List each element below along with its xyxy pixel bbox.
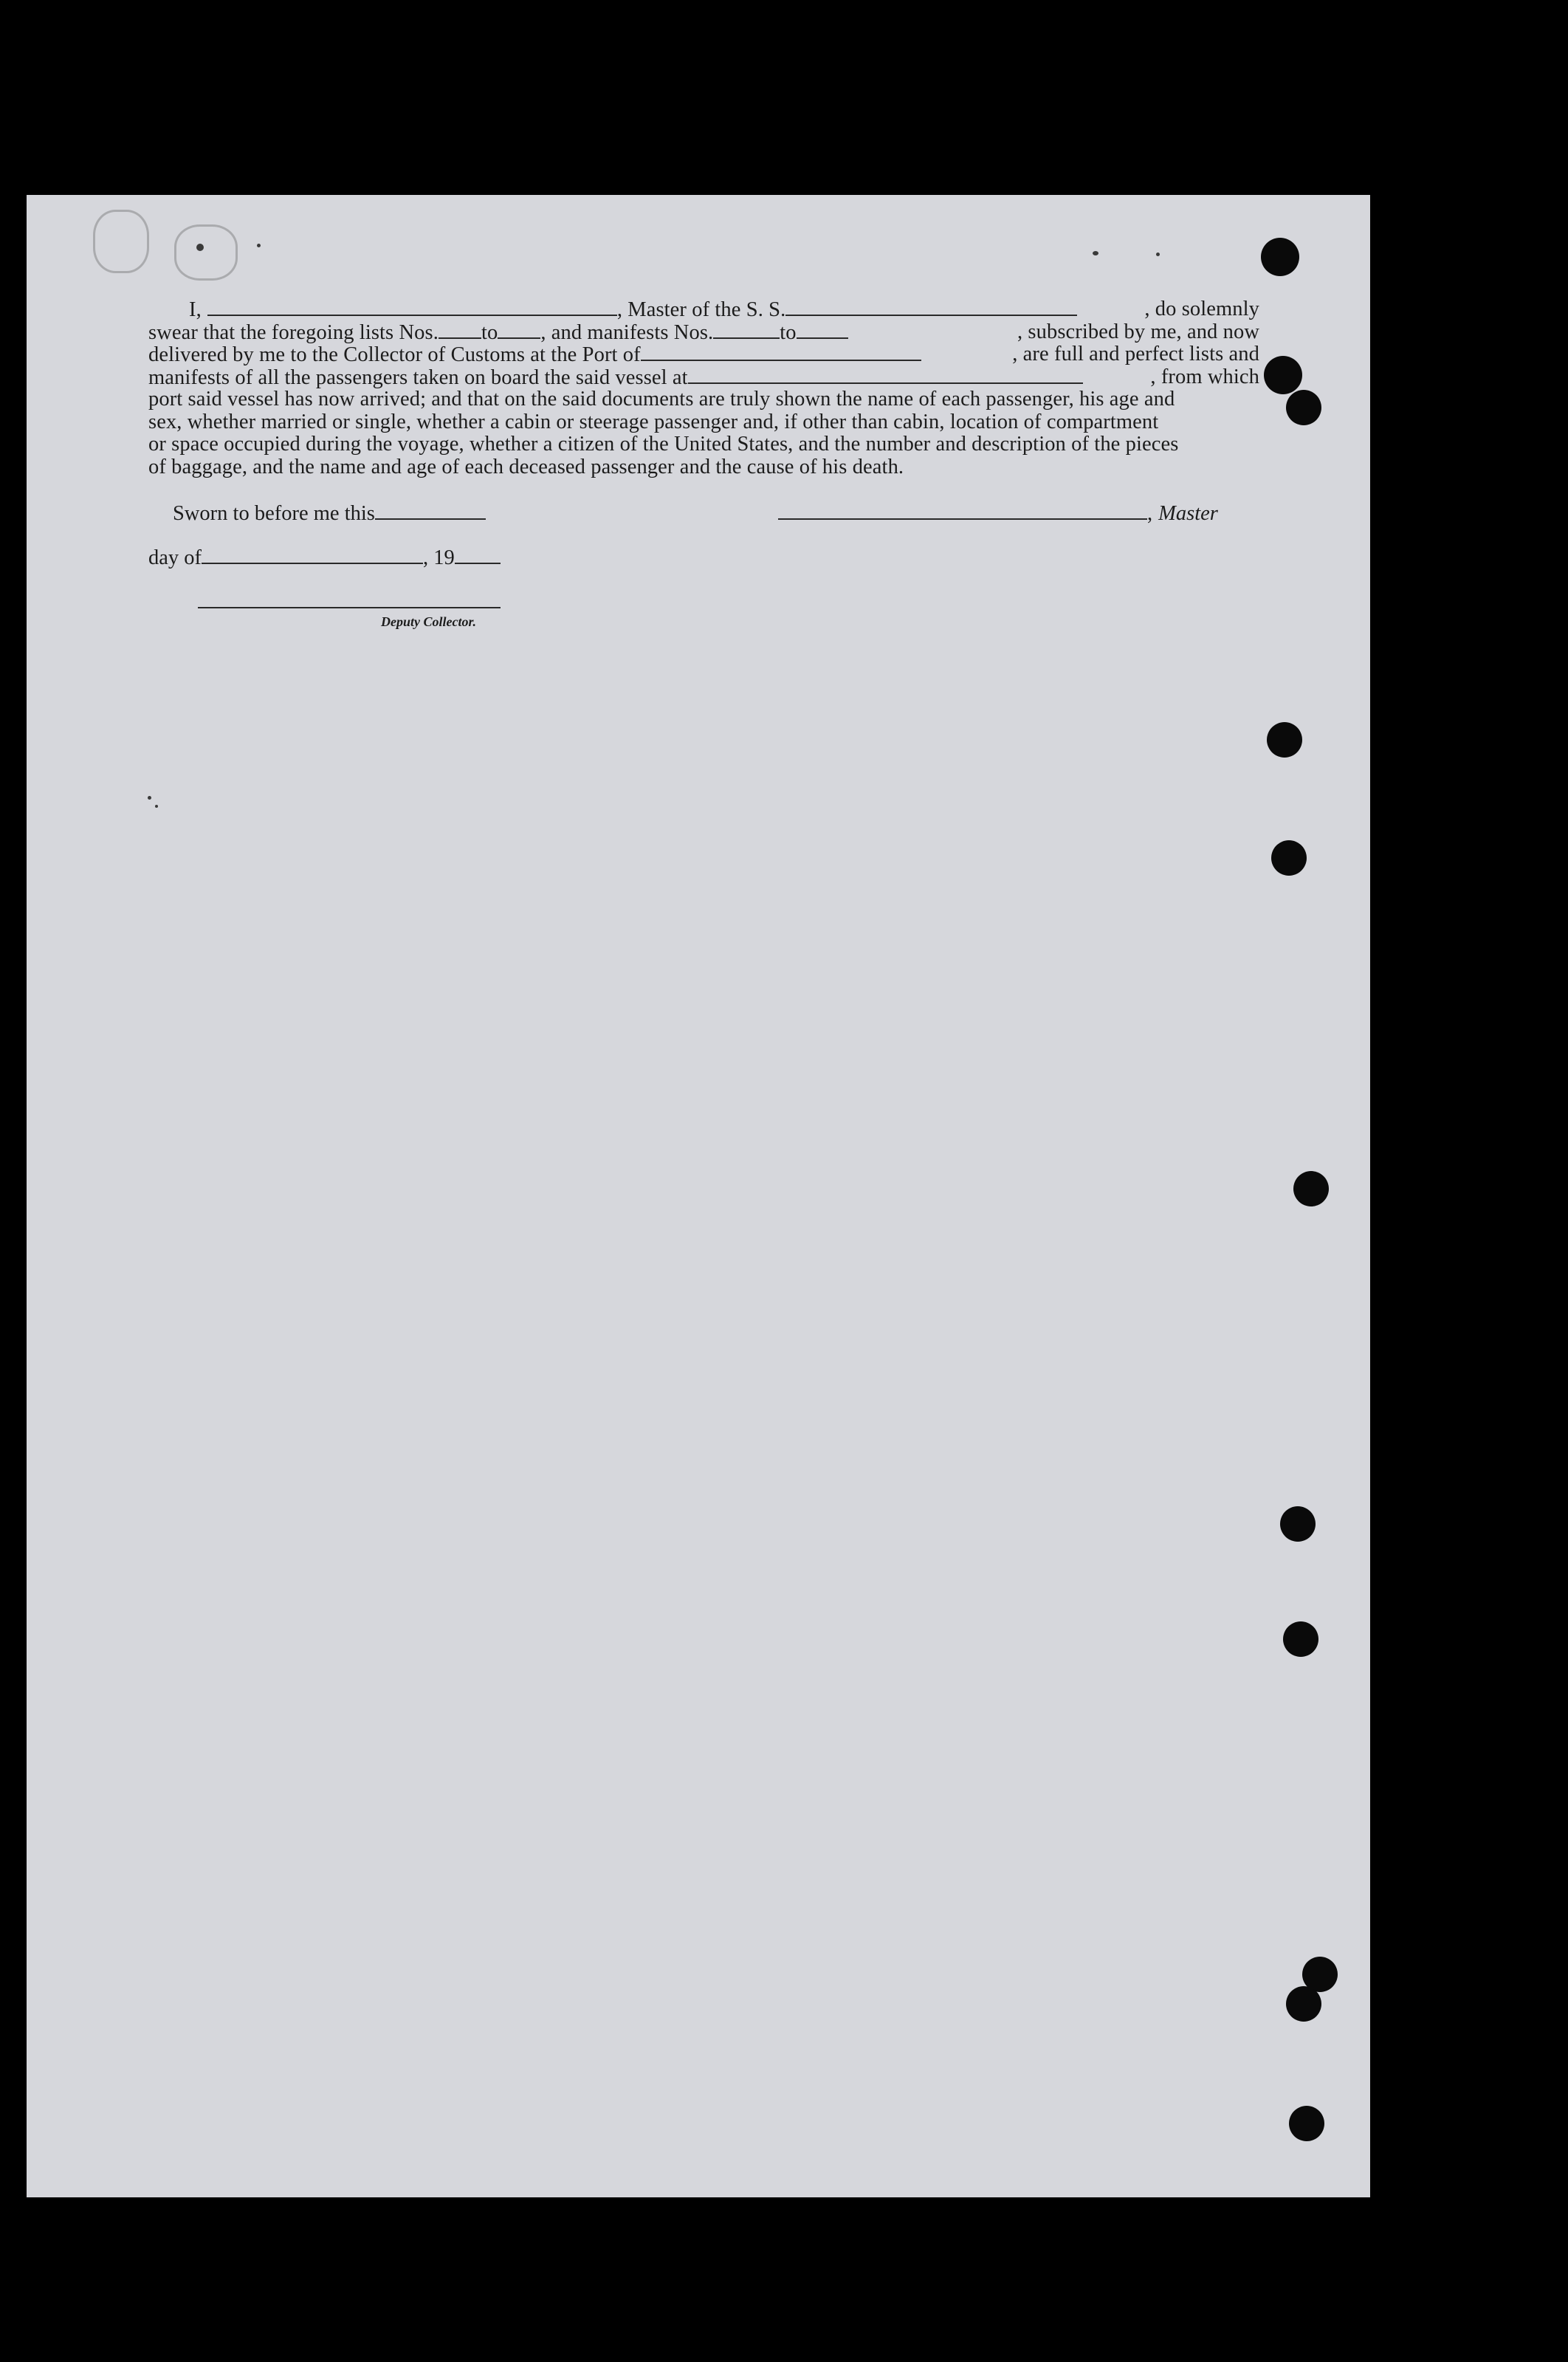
departure-port-blank — [688, 366, 1083, 384]
punch-hole — [1271, 840, 1307, 876]
ship-name-blank — [785, 298, 1077, 316]
oath-line-8 — [148, 456, 1259, 479]
oath-text: to — [780, 320, 797, 344]
ink-smudge — [174, 224, 238, 281]
oath-text: , Master of the S. S. — [616, 298, 786, 321]
year-blank — [455, 546, 501, 564]
punch-hole — [1286, 1986, 1321, 2022]
punch-hole — [1264, 356, 1302, 394]
punch-hole — [1293, 1171, 1329, 1206]
master-signature-line — [778, 502, 1218, 526]
speck — [155, 805, 158, 808]
oath-text: , do solemnly — [1144, 298, 1259, 320]
deputy-collector-label: Deputy Collector. — [381, 614, 476, 629]
punch-hole — [1286, 390, 1321, 425]
month-blank — [202, 546, 423, 564]
sworn-day-blank — [375, 502, 486, 520]
punch-hole — [1289, 2106, 1324, 2141]
oath-line-1 — [148, 298, 1259, 321]
oath-text: to — [481, 320, 498, 344]
sworn-line — [173, 502, 486, 526]
speck — [196, 244, 204, 251]
punch-hole — [1280, 1506, 1316, 1542]
sworn-label: Sworn to before me this — [173, 502, 375, 525]
master-label: Master — [1158, 502, 1218, 525]
oath-text: sex, whether married or single, whether a cabin or steerage passenger and, if other than cabin, location of compartment — [148, 410, 1159, 433]
speck — [1156, 253, 1160, 256]
oath-text: , are full and perfect lists and — [1012, 343, 1259, 365]
lists-to-blank — [498, 321, 540, 339]
manifests-from-blank — [713, 321, 780, 339]
oath-text: of baggage, and the name and age of each deceased passenger and the cause of his death. — [148, 455, 904, 478]
oath-text: , and manifests Nos. — [540, 320, 714, 344]
master-comma: , — [1147, 502, 1153, 525]
day-of-line — [148, 546, 501, 570]
oath-text: , subscribed by me, and now — [1017, 320, 1259, 343]
lists-from-blank — [439, 321, 481, 339]
punch-hole — [1267, 722, 1302, 758]
punch-hole — [1261, 238, 1299, 276]
punch-hole — [1283, 1621, 1318, 1657]
master-signature-blank — [778, 502, 1147, 520]
oath-paragraph — [148, 298, 1259, 478]
year-prefix: , 19 — [423, 546, 455, 569]
deputy-signature-blank — [198, 607, 501, 608]
speck — [148, 796, 151, 800]
manifests-to-blank — [797, 321, 848, 339]
speck — [1093, 251, 1098, 255]
oath-line-6 — [148, 411, 1259, 434]
oath-text: manifests of all the passengers taken on board the said vessel at — [148, 365, 688, 389]
ink-smudge — [93, 210, 149, 273]
oath-text: I, — [189, 298, 202, 321]
master-name-blank — [207, 298, 617, 316]
oath-line-2 — [148, 321, 1259, 344]
day-of-label: day of — [148, 546, 202, 569]
speck — [257, 244, 261, 247]
document-page — [27, 195, 1370, 2197]
oath-text: delivered by me to the Collector of Customs at the Port of — [148, 343, 641, 366]
oath-line-4 — [148, 366, 1259, 389]
oath-line-7 — [148, 433, 1259, 456]
oath-text: port said vessel has now arrived; and that on the said documents are truly shown the name of each passenger, his age and — [148, 388, 1175, 411]
oath-text: or space occupied during the voyage, whether a citizen of the United States, and the number and description of the pieces — [148, 433, 1179, 456]
oath-text: , from which — [1150, 365, 1259, 388]
oath-text: swear that the foregoing lists Nos. — [148, 320, 439, 344]
oath-line-3 — [148, 343, 1259, 366]
port-blank — [641, 343, 921, 361]
oath-line-5 — [148, 388, 1259, 411]
